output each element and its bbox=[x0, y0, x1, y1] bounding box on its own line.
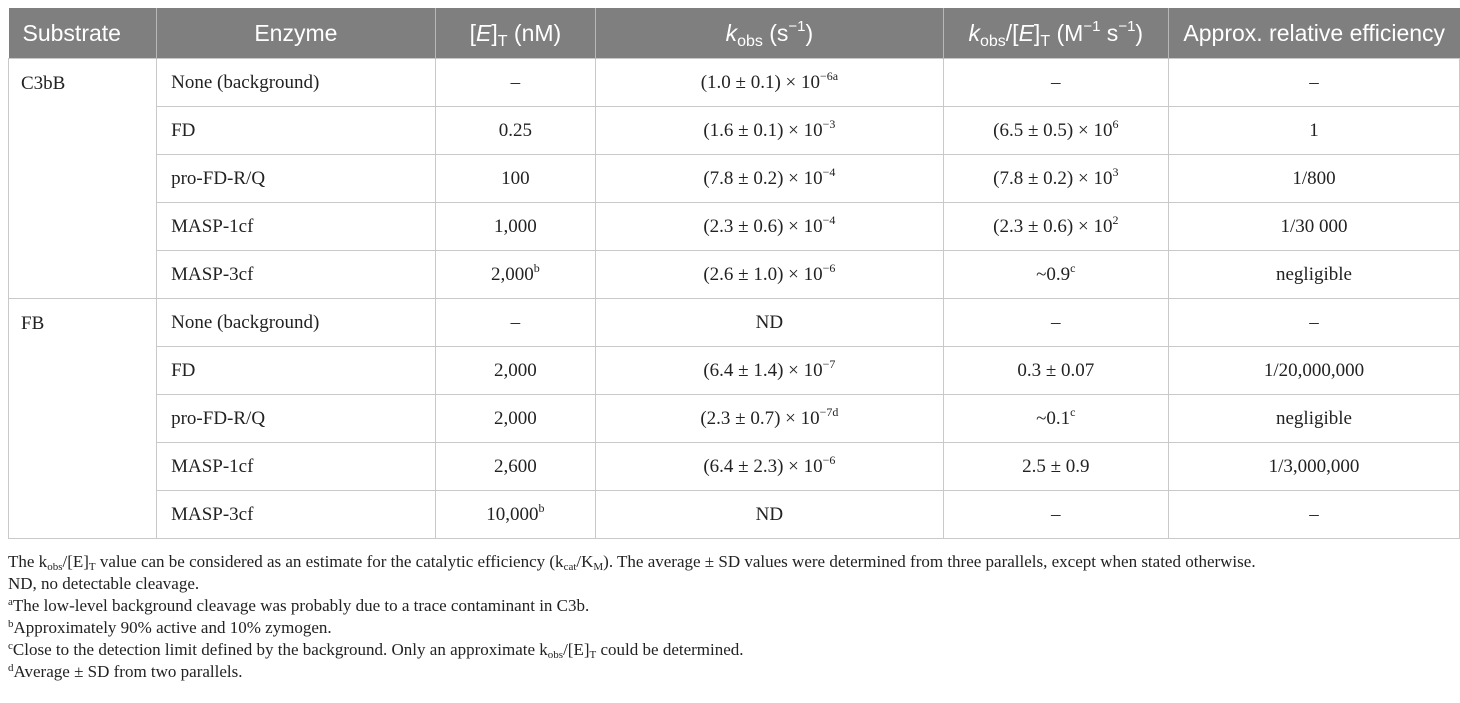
header-eff-slash: /[ bbox=[1005, 19, 1019, 46]
relative-cell: – bbox=[1168, 491, 1459, 539]
et-cell: 2,600 bbox=[435, 443, 596, 491]
kobs-cell: $(6.4 \pm 2.3) \times 10^{-6}$ bbox=[596, 443, 943, 491]
enzyme-cell: pro-FD-R/Q bbox=[157, 155, 436, 203]
table-row bbox=[9, 203, 1460, 251]
header-kobs-sup: −1 bbox=[788, 17, 806, 35]
enzyme-cell: MASP-1cf bbox=[157, 203, 436, 251]
header-et-sub: T bbox=[497, 32, 508, 50]
relative-cell: 1/30 000 bbox=[1168, 203, 1459, 251]
kobs-cell: $(2.3 \pm 0.7) \times 10^{-7d}$ bbox=[596, 395, 943, 443]
table-row bbox=[9, 491, 1460, 539]
header-substrate: Substrate bbox=[9, 8, 157, 59]
kobs-cell: $(2.3 \pm 0.6) \times 10^{-4}$ bbox=[596, 203, 943, 251]
footnote-nd: ND, no detectable cleavage. bbox=[8, 574, 200, 593]
relative-cell: negligible bbox=[1168, 251, 1459, 299]
et-cell: 10,000$^b$ bbox=[435, 491, 596, 539]
efficiency-cell: $(6.5 \pm 0.5) \times 10^6$ bbox=[943, 107, 1168, 155]
enzyme-cell: pro-FD-R/Q bbox=[157, 395, 436, 443]
header-et-unit: (nM) bbox=[507, 19, 562, 46]
enzyme-cell: FD bbox=[157, 107, 436, 155]
et-cell: 100 bbox=[435, 155, 596, 203]
et-cell: 2,000 bbox=[435, 347, 596, 395]
efficiency-cell: – bbox=[943, 491, 1168, 539]
et-cell: 2,000$^b$ bbox=[435, 251, 596, 299]
kobs-cell: $(2.6 \pm 1.0) \times 10^{-6}$ bbox=[596, 251, 943, 299]
relative-cell: negligible bbox=[1168, 395, 1459, 443]
header-et-open: [ bbox=[469, 19, 476, 46]
enzyme-cell: MASP-3cf bbox=[157, 251, 436, 299]
et-cell: – bbox=[435, 59, 596, 107]
et-cell: 2,000 bbox=[435, 395, 596, 443]
enzyme-cell: MASP-1cf bbox=[157, 443, 436, 491]
footnote-b: $^b$Approximately 90% active and 10% zymogen. bbox=[8, 618, 332, 637]
table-row bbox=[9, 395, 1460, 443]
efficiency-cell: – bbox=[943, 299, 1168, 347]
header-et-close: ] bbox=[491, 19, 498, 46]
kobs-cell: ND bbox=[596, 491, 943, 539]
efficiency-cell: ~0.1$^c$ bbox=[943, 395, 1168, 443]
efficiency-cell: ~0.9$^c$ bbox=[943, 251, 1168, 299]
header-kobs-close: ) bbox=[805, 19, 814, 46]
header-eff-unit2: s bbox=[1100, 19, 1119, 46]
kobs-cell: $(1.0 \pm 0.1) \times 10^{-6a}$ bbox=[596, 59, 943, 107]
header-enzyme-concentration bbox=[435, 8, 596, 59]
table-row bbox=[9, 299, 1460, 347]
table-row bbox=[9, 443, 1460, 491]
et-cell: – bbox=[435, 299, 596, 347]
header-row bbox=[9, 8, 1460, 59]
table-footnotes bbox=[8, 551, 1448, 683]
footnote-c: $^c$Close to the detection limit defined by the background. Only an approximate $k_{obs}/[E]_T$ could be determined. bbox=[8, 640, 744, 661]
header-kobs bbox=[596, 8, 943, 59]
enzyme-cell: MASP-3cf bbox=[157, 491, 436, 539]
header-kobs-var: k bbox=[725, 19, 738, 46]
efficiency-cell: $(2.3 \pm 0.6) \times 10^2$ bbox=[943, 203, 1168, 251]
kobs-cell: $(1.6 \pm 0.1) \times 10^{-3}$ bbox=[596, 107, 943, 155]
header-kobs-per-et bbox=[943, 8, 1168, 59]
table-row bbox=[9, 107, 1460, 155]
table-row bbox=[9, 59, 1460, 107]
relative-cell: – bbox=[1168, 299, 1459, 347]
enzyme-cell: FD bbox=[157, 347, 436, 395]
footnote-a: $^a$The low-level background cleavage was probably due to a trace contaminant in C3b. bbox=[8, 596, 590, 615]
header-eff-unit1: (M bbox=[1050, 19, 1084, 46]
table-row bbox=[9, 155, 1460, 203]
kobs-cell: $(7.8 \pm 0.2) \times 10^{-4}$ bbox=[596, 155, 943, 203]
et-cell: 1,000 bbox=[435, 203, 596, 251]
efficiency-cell: 2.5 ± 0.9 bbox=[943, 443, 1168, 491]
header-enzyme: Enzyme bbox=[157, 8, 436, 59]
header-eff-t: T bbox=[1040, 32, 1051, 50]
footnote-d: $^d$Average ± SD from two parallels. bbox=[8, 662, 243, 681]
header-eff-obs: obs bbox=[980, 32, 1006, 50]
header-kobs-sub: obs bbox=[737, 32, 763, 50]
header-eff-unit1-sup: −1 bbox=[1083, 17, 1101, 35]
enzyme-cell: None (background) bbox=[157, 299, 436, 347]
kobs-cell: $(6.4 \pm 1.4) \times 10^{-7}$ bbox=[596, 347, 943, 395]
kobs-cell: ND bbox=[596, 299, 943, 347]
efficiency-cell: – bbox=[943, 59, 1168, 107]
header-eff-close: ] bbox=[1033, 19, 1041, 46]
relative-cell: 1/20,000,000 bbox=[1168, 347, 1459, 395]
substrate-cell: FB bbox=[9, 299, 157, 539]
relative-cell: 1 bbox=[1168, 107, 1459, 155]
relative-cell: 1/3,000,000 bbox=[1168, 443, 1459, 491]
header-eff-k: k bbox=[968, 19, 980, 46]
efficiency-cell: $(7.8 \pm 0.2) \times 10^3$ bbox=[943, 155, 1168, 203]
relative-cell: 1/800 bbox=[1168, 155, 1459, 203]
relative-cell: – bbox=[1168, 59, 1459, 107]
table-row bbox=[9, 347, 1460, 395]
et-cell: 0.25 bbox=[435, 107, 596, 155]
header-eff-unit2-sup: −1 bbox=[1118, 17, 1136, 35]
efficiency-cell: 0.3 ± 0.07 bbox=[943, 347, 1168, 395]
footnote-intro: The $k_{obs}/[E]_T$ value can be considered as an estimate for the catalytic efficiency $(k_{cat}/K_M)$. The average ± SD values were determined from three parallels, except when stated otherwise. bbox=[8, 552, 1256, 573]
header-eff-end: ) bbox=[1135, 19, 1144, 46]
enzyme-cell: None (background) bbox=[157, 59, 436, 107]
header-kobs-unit: (s bbox=[762, 19, 789, 46]
kinetics-table bbox=[8, 8, 1460, 539]
substrate-cell: C3bB bbox=[9, 59, 157, 299]
header-relative-efficiency: Approx. relative efficiency bbox=[1168, 8, 1459, 59]
header-eff-e: E bbox=[1018, 19, 1034, 46]
header-et-var: E bbox=[476, 19, 492, 46]
table-row bbox=[9, 251, 1460, 299]
